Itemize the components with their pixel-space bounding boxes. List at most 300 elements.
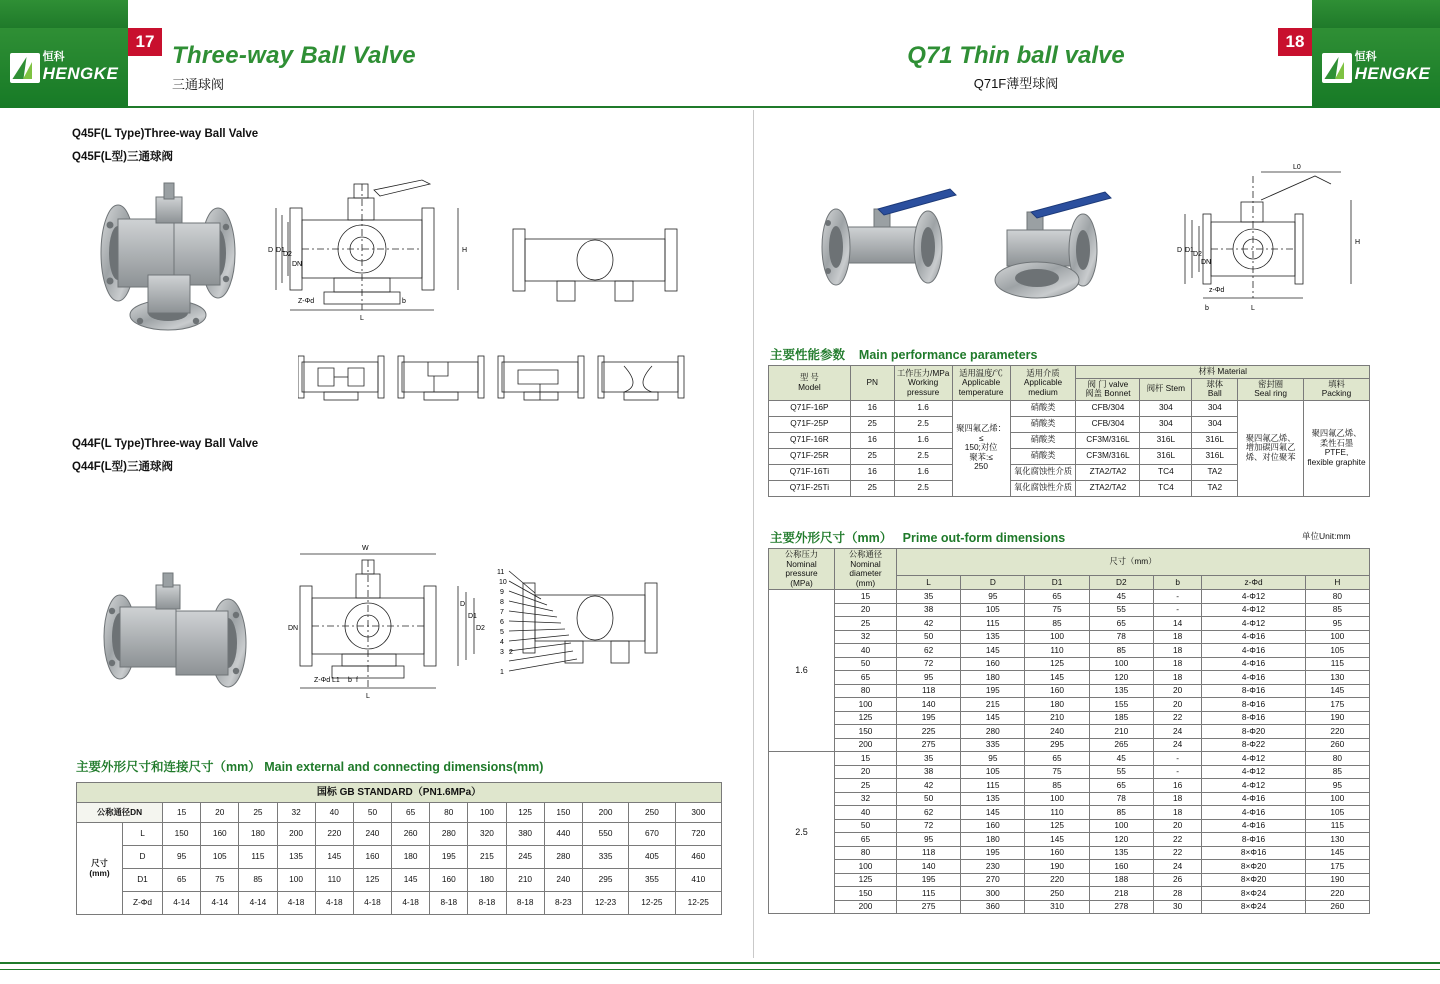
dim-dn: 150 [835,725,897,739]
svg-text:8: 8 [500,599,504,606]
dn-value: 50 [353,803,391,823]
dim-D1: 75 [1025,765,1089,779]
cell: 125 [353,869,391,892]
cell: 160 [201,823,239,846]
dim-D2: 65 [1089,779,1153,793]
drawing-q45f-front [262,170,482,335]
svg-text:D: D [268,247,274,254]
cell: 550 [582,823,628,846]
dim-dn: 20 [835,765,897,779]
perf-wp: 2.5 [894,480,952,496]
dim-D: 115 [961,779,1025,793]
dim-D: 145 [961,644,1025,658]
dim-D2: 45 [1089,752,1153,766]
drawing-flow-patterns [298,350,688,410]
svg-text:L: L [360,315,364,322]
dim-dn: 50 [835,657,897,671]
svg-text:L0: L0 [1293,164,1301,171]
perf-title-cn: 主要性能参数 [770,348,846,362]
page-title-left-cn: 三通球阀 [172,77,225,92]
cell: 8-18 [506,892,544,915]
perf-wp: 2.5 [894,448,952,464]
dim-L: 35 [897,590,961,604]
perf-title-en: Main performance parameters [858,348,1038,362]
table-row [769,752,1370,766]
cell: 12-25 [629,892,675,915]
dim-H: 80 [1305,590,1369,604]
cell: 210 [506,869,544,892]
table-row [77,892,722,915]
perf-ball: 304 [1192,416,1238,432]
perf-medium: 硝酸类 [1010,400,1076,416]
row-label: D [123,846,163,869]
cell: 110 [315,869,353,892]
perf-stem: 316L [1140,432,1192,448]
dim-col-pressure: 公称压力 Nominal pressure (MPa) [769,549,835,590]
svg-text:b: b [1205,305,1209,312]
dim-D1: 85 [1025,617,1089,631]
dim-col-L: L [897,576,961,590]
perf-medium: 氧化腐蚀性介质 [1010,464,1076,480]
cell: 100 [277,869,315,892]
perf-medium: 硝酸类 [1010,416,1076,432]
table-row [769,711,1370,725]
table-row [769,590,1370,604]
table-row [769,873,1370,887]
dim-D2: 278 [1089,900,1153,914]
perf-model: Q71F-16P [769,400,851,416]
dim-b: 24 [1153,725,1202,739]
dim-L: 195 [897,873,961,887]
dim-b: 28 [1153,887,1202,901]
dim-D: 195 [961,684,1025,698]
dim-D1: 250 [1025,887,1089,901]
perf-col-stem: 阀杆 Stem [1140,378,1192,400]
dim-b: 18 [1153,657,1202,671]
table-row [769,900,1370,914]
svg-text:D1: D1 [1185,247,1194,254]
dim-L: 115 [897,887,961,901]
dn-value: 200 [582,803,628,823]
perf-pn: 16 [850,432,894,448]
brand-name-cn-2: 恒科 [1354,51,1377,64]
dim-D2: 55 [1089,765,1153,779]
table-row [77,846,722,869]
dim-D: 105 [961,603,1025,617]
dn-value: 125 [506,803,544,823]
right-dim-title [770,528,1065,546]
row-header-dn: 公称通径DN [77,803,163,823]
perf-pn: 16 [850,400,894,416]
dim-zd: 4-Φ12 [1202,765,1305,779]
cell: 160 [353,846,391,869]
perf-model: Q71F-25P [769,416,851,432]
dn-value: 32 [277,803,315,823]
dim-b: 22 [1153,833,1202,847]
dim-zd: 4-Φ16 [1202,792,1305,806]
product-photo-q71f-b [965,180,1135,310]
cell: 145 [315,846,353,869]
svg-text:Z-Φd: Z-Φd [314,677,331,684]
cell: 8-18 [430,892,468,915]
dim-zd: 8×Φ20 [1202,860,1305,874]
table-row [769,603,1370,617]
dim-D2: 135 [1089,846,1153,860]
cell: 410 [675,869,721,892]
dim-H: 100 [1305,792,1369,806]
dim-zd: 4-Φ12 [1202,590,1305,604]
dim-dn: 50 [835,819,897,833]
perf-ball: TA2 [1192,464,1238,480]
dn-value: 65 [392,803,430,823]
svg-text:DN: DN [288,625,299,632]
dim-dn: 80 [835,846,897,860]
dn-value: 20 [201,803,239,823]
dim-D: 95 [961,752,1025,766]
cell: 260 [392,823,430,846]
dim-b: 22 [1153,846,1202,860]
dim-dn: 32 [835,792,897,806]
cell: 145 [392,869,430,892]
dim-b: 22 [1153,711,1202,725]
dim-D1: 100 [1025,792,1089,806]
dim-H: 260 [1305,738,1369,752]
svg-text:b: b [348,677,352,684]
svg-text:D2: D2 [283,251,292,258]
left-dimension-table [76,782,722,915]
dim-D: 300 [961,887,1025,901]
dim-b: 24 [1153,860,1202,874]
dim-D: 215 [961,698,1025,712]
perf-packing: 聚四氟乙烯、 柔性石墨 PTFE, flexible graphite [1304,400,1370,496]
dim-L: 275 [897,900,961,914]
dim-col-D2: D2 [1089,576,1153,590]
perf-ball: 316L [1192,432,1238,448]
dim-D2: 100 [1089,819,1153,833]
cell: 12-25 [675,892,721,915]
cell: 180 [392,846,430,869]
page-center-divider [753,110,754,958]
dim-D1: 180 [1025,698,1089,712]
perf-ball: 304 [1192,400,1238,416]
dim-H: 105 [1305,806,1369,820]
page-title-right-en: Q71 Thin ball valve [907,42,1125,69]
svg-text:L1: L1 [332,677,340,684]
dim-L: 38 [897,603,961,617]
dim-D2: 85 [1089,806,1153,820]
left-dim-title [76,757,543,775]
svg-text:D: D [460,601,466,608]
left-dim-title-cn: 主要外形尺寸和连接尺寸（mm） [76,760,261,774]
dim-dn: 125 [835,711,897,725]
drawing-q44f-front [270,540,490,700]
table-row [769,846,1370,860]
dim-D1: 160 [1025,846,1089,860]
dn-value: 80 [430,803,468,823]
dim-zd: 8-Φ16 [1202,833,1305,847]
perf-bonnet: CF3M/316L [1076,432,1140,448]
dim-D1: 75 [1025,603,1089,617]
dim-L: 118 [897,846,961,860]
dim-zd: 8-Φ20 [1202,725,1305,739]
dim-zd: 4-Φ16 [1202,819,1305,833]
dim-D: 335 [961,738,1025,752]
perf-wp: 1.6 [894,432,952,448]
brand-mark-icon-2 [1322,53,1352,83]
table-row [769,765,1370,779]
perf-medium: 硝酸类 [1010,432,1076,448]
dim-L: 50 [897,792,961,806]
left-dim-title-en: Main external and connecting dimensions(mm) [264,760,544,774]
table-row [769,725,1370,739]
cell: 280 [544,846,582,869]
dim-D2: 135 [1089,684,1153,698]
perf-col-temp: 适用温度/℃ Applicable temperature [952,366,1010,401]
dim-D1: 65 [1025,752,1089,766]
dim-b: - [1153,603,1202,617]
row-label: D1 [123,869,163,892]
dim-D: 135 [961,630,1025,644]
section-2-title-cn: Q44F(L型)三通球阀 [72,461,173,473]
svg-text:H: H [1355,239,1361,246]
dim-L: 42 [897,779,961,793]
dim-b: 26 [1153,873,1202,887]
perf-stem: TC4 [1140,464,1192,480]
dim-dn: 125 [835,873,897,887]
dim-D: 195 [961,846,1025,860]
dim-D2: 85 [1089,644,1153,658]
dim-b: 18 [1153,806,1202,820]
dim-zd: 8-Φ16 [1202,698,1305,712]
cell: 240 [353,823,391,846]
dim-b: 18 [1153,792,1202,806]
dim-b: - [1153,590,1202,604]
cell: 320 [468,823,506,846]
cell: 460 [675,846,721,869]
cell: 12-23 [582,892,628,915]
perf-bonnet: CF3M/316L [1076,448,1140,464]
cell: 405 [629,846,675,869]
perf-bonnet: CFB/304 [1076,416,1140,432]
svg-text:5: 5 [500,629,504,636]
dim-zd: 4-Φ16 [1202,806,1305,820]
dim-L: 95 [897,671,961,685]
perf-medium: 氧化腐蚀性介质 [1010,480,1076,496]
dim-dn: 15 [835,590,897,604]
svg-text:9: 9 [500,589,504,596]
right-dim-title-cn: 主要外形尺寸（mm） [770,531,893,545]
dim-L: 225 [897,725,961,739]
perf-col-bonnet: 阀 门 valve 阀盖 Bonnet [1076,378,1140,400]
section-1-title-en: Q45F(L Type)Three-way Ball Valve [72,128,259,140]
dim-dn: 15 [835,752,897,766]
dim-D2: 100 [1089,657,1153,671]
cell: 335 [582,846,628,869]
cell: 75 [201,869,239,892]
cell: 105 [201,846,239,869]
dim-D2: 120 [1089,833,1153,847]
dim-b: 20 [1153,698,1202,712]
perf-wp: 1.6 [894,400,952,416]
logo-left [0,28,128,108]
svg-text:4: 4 [500,639,504,646]
perf-medium: 硝酸类 [1010,448,1076,464]
svg-text:DN: DN [1201,259,1212,266]
perf-col-model: 型 号 Model [769,366,851,401]
dim-D2: 188 [1089,873,1153,887]
dim-b: 30 [1153,900,1202,914]
dim-dn: 65 [835,671,897,685]
dim-D: 135 [961,792,1025,806]
cell: 245 [506,846,544,869]
perf-col-wp: 工作压力/MPa Working pressure [894,366,952,401]
dim-D1: 220 [1025,873,1089,887]
dim-H: 175 [1305,698,1369,712]
perf-pn: 25 [850,480,894,496]
table-row [769,887,1370,901]
dim-zd: 4-Φ12 [1202,779,1305,793]
dim-col-D: D [961,576,1025,590]
dim-b: 20 [1153,819,1202,833]
top-bar-right [1312,0,1440,28]
brand-name-cn: 恒科 [42,51,65,64]
dim-L: 38 [897,765,961,779]
dim-D2: 78 [1089,792,1153,806]
table-row [769,644,1370,658]
dim-D2: 160 [1089,860,1153,874]
page-number-left: 17 [128,28,162,56]
table-row [769,779,1370,793]
dn-value: 300 [675,803,721,823]
cell: 135 [277,846,315,869]
dim-zd: 8×Φ24 [1202,900,1305,914]
dim-dn: 200 [835,900,897,914]
performance-table [768,365,1370,497]
cell: 4-14 [163,892,201,915]
drawing-q45f-side [505,215,685,325]
logo-right [1312,28,1440,108]
perf-pn: 25 [850,448,894,464]
brand-name-en-2: HENGKE [1354,63,1431,83]
right-dim-title-en: Prime out-form dimensions [902,531,1066,545]
dim-D: 105 [961,765,1025,779]
dim-col-diameter: 公称通径 Nominal diameter (mm) [835,549,897,590]
dim-dn: 65 [835,833,897,847]
section-1-title-cn: Q45F(L型)三通球阀 [72,151,173,163]
page-title-right-cn: Q71F薄型球阀 [973,76,1059,91]
table-row [769,698,1370,712]
cell: 355 [629,869,675,892]
row-label: L [123,823,163,846]
dim-D1: 310 [1025,900,1089,914]
product-photo-q44f [78,565,278,705]
dim-D: 160 [961,657,1025,671]
dim-b: 24 [1153,738,1202,752]
cell: 280 [430,823,468,846]
cell: 720 [675,823,721,846]
cell: 220 [315,823,353,846]
dim-L: 118 [897,684,961,698]
cell: 115 [239,846,277,869]
dim-D2: 218 [1089,887,1153,901]
dim-D1: 65 [1025,590,1089,604]
dim-D: 145 [961,711,1025,725]
dim-L: 62 [897,806,961,820]
perf-model: Q71F-16Ti [769,464,851,480]
svg-text:L: L [1251,305,1255,312]
dim-b: 18 [1153,644,1202,658]
cell: 8-18 [468,892,506,915]
svg-text:L: L [366,693,370,700]
page-header [128,28,1312,108]
dim-b: 18 [1153,671,1202,685]
dim-H: 85 [1305,603,1369,617]
cell: 4-14 [239,892,277,915]
cell: 195 [430,846,468,869]
dim-b: 20 [1153,684,1202,698]
dim-L: 95 [897,833,961,847]
dim-zd: 4-Φ16 [1202,671,1305,685]
svg-text:2: 2 [509,649,513,656]
svg-text:7: 7 [500,609,504,616]
perf-temp: 聚四氟乙烯：≤ 150;对位 聚苯:≤ 250 [952,400,1010,496]
dim-D: 180 [961,671,1025,685]
perf-bonnet: ZTA2/TA2 [1076,464,1140,480]
table-row [769,684,1370,698]
page-title-left-en: Three-way Ball Valve [172,42,416,69]
dim-D1: 110 [1025,806,1089,820]
top-bar-left [0,0,128,28]
svg-text:b: b [402,298,406,305]
dim-col-H: H [1305,576,1369,590]
dim-D2: 210 [1089,725,1153,739]
cell: 240 [544,869,582,892]
dim-D1: 125 [1025,657,1089,671]
dim-D1: 210 [1025,711,1089,725]
table-row [769,671,1370,685]
dim-zd: 4-Φ12 [1202,603,1305,617]
section-2-title-en: Q44F(L Type)Three-way Ball Valve [72,438,259,450]
dim-D1: 145 [1025,671,1089,685]
table-row [769,657,1370,671]
perf-col-ball: 球体 Ball [1192,378,1238,400]
perf-col-pn: PN [850,366,894,401]
dim-col-b: b [1153,576,1202,590]
perf-bonnet: CFB/304 [1076,400,1140,416]
unit-note: 单位Unit:mm [1302,531,1351,541]
svg-text:6: 6 [500,619,504,626]
dim-D1: 100 [1025,630,1089,644]
dim-H: 130 [1305,833,1369,847]
footer-rule-1 [0,962,1440,964]
cell: 4-18 [392,892,430,915]
table-row [769,738,1370,752]
cell: 180 [468,869,506,892]
dn-value: 15 [163,803,201,823]
dim-D1: 110 [1025,644,1089,658]
dim-H: 190 [1305,711,1369,725]
svg-text:11: 11 [497,569,505,576]
dim-H: 115 [1305,819,1369,833]
perf-pn: 25 [850,416,894,432]
dn-value: 40 [315,803,353,823]
dim-dn: 100 [835,698,897,712]
dim-col-D1: D1 [1025,576,1089,590]
perf-model: Q71F-25Ti [769,480,851,496]
dim-zd: 8-Φ22 [1202,738,1305,752]
perf-ball: TA2 [1192,480,1238,496]
svg-text:1: 1 [500,669,504,676]
